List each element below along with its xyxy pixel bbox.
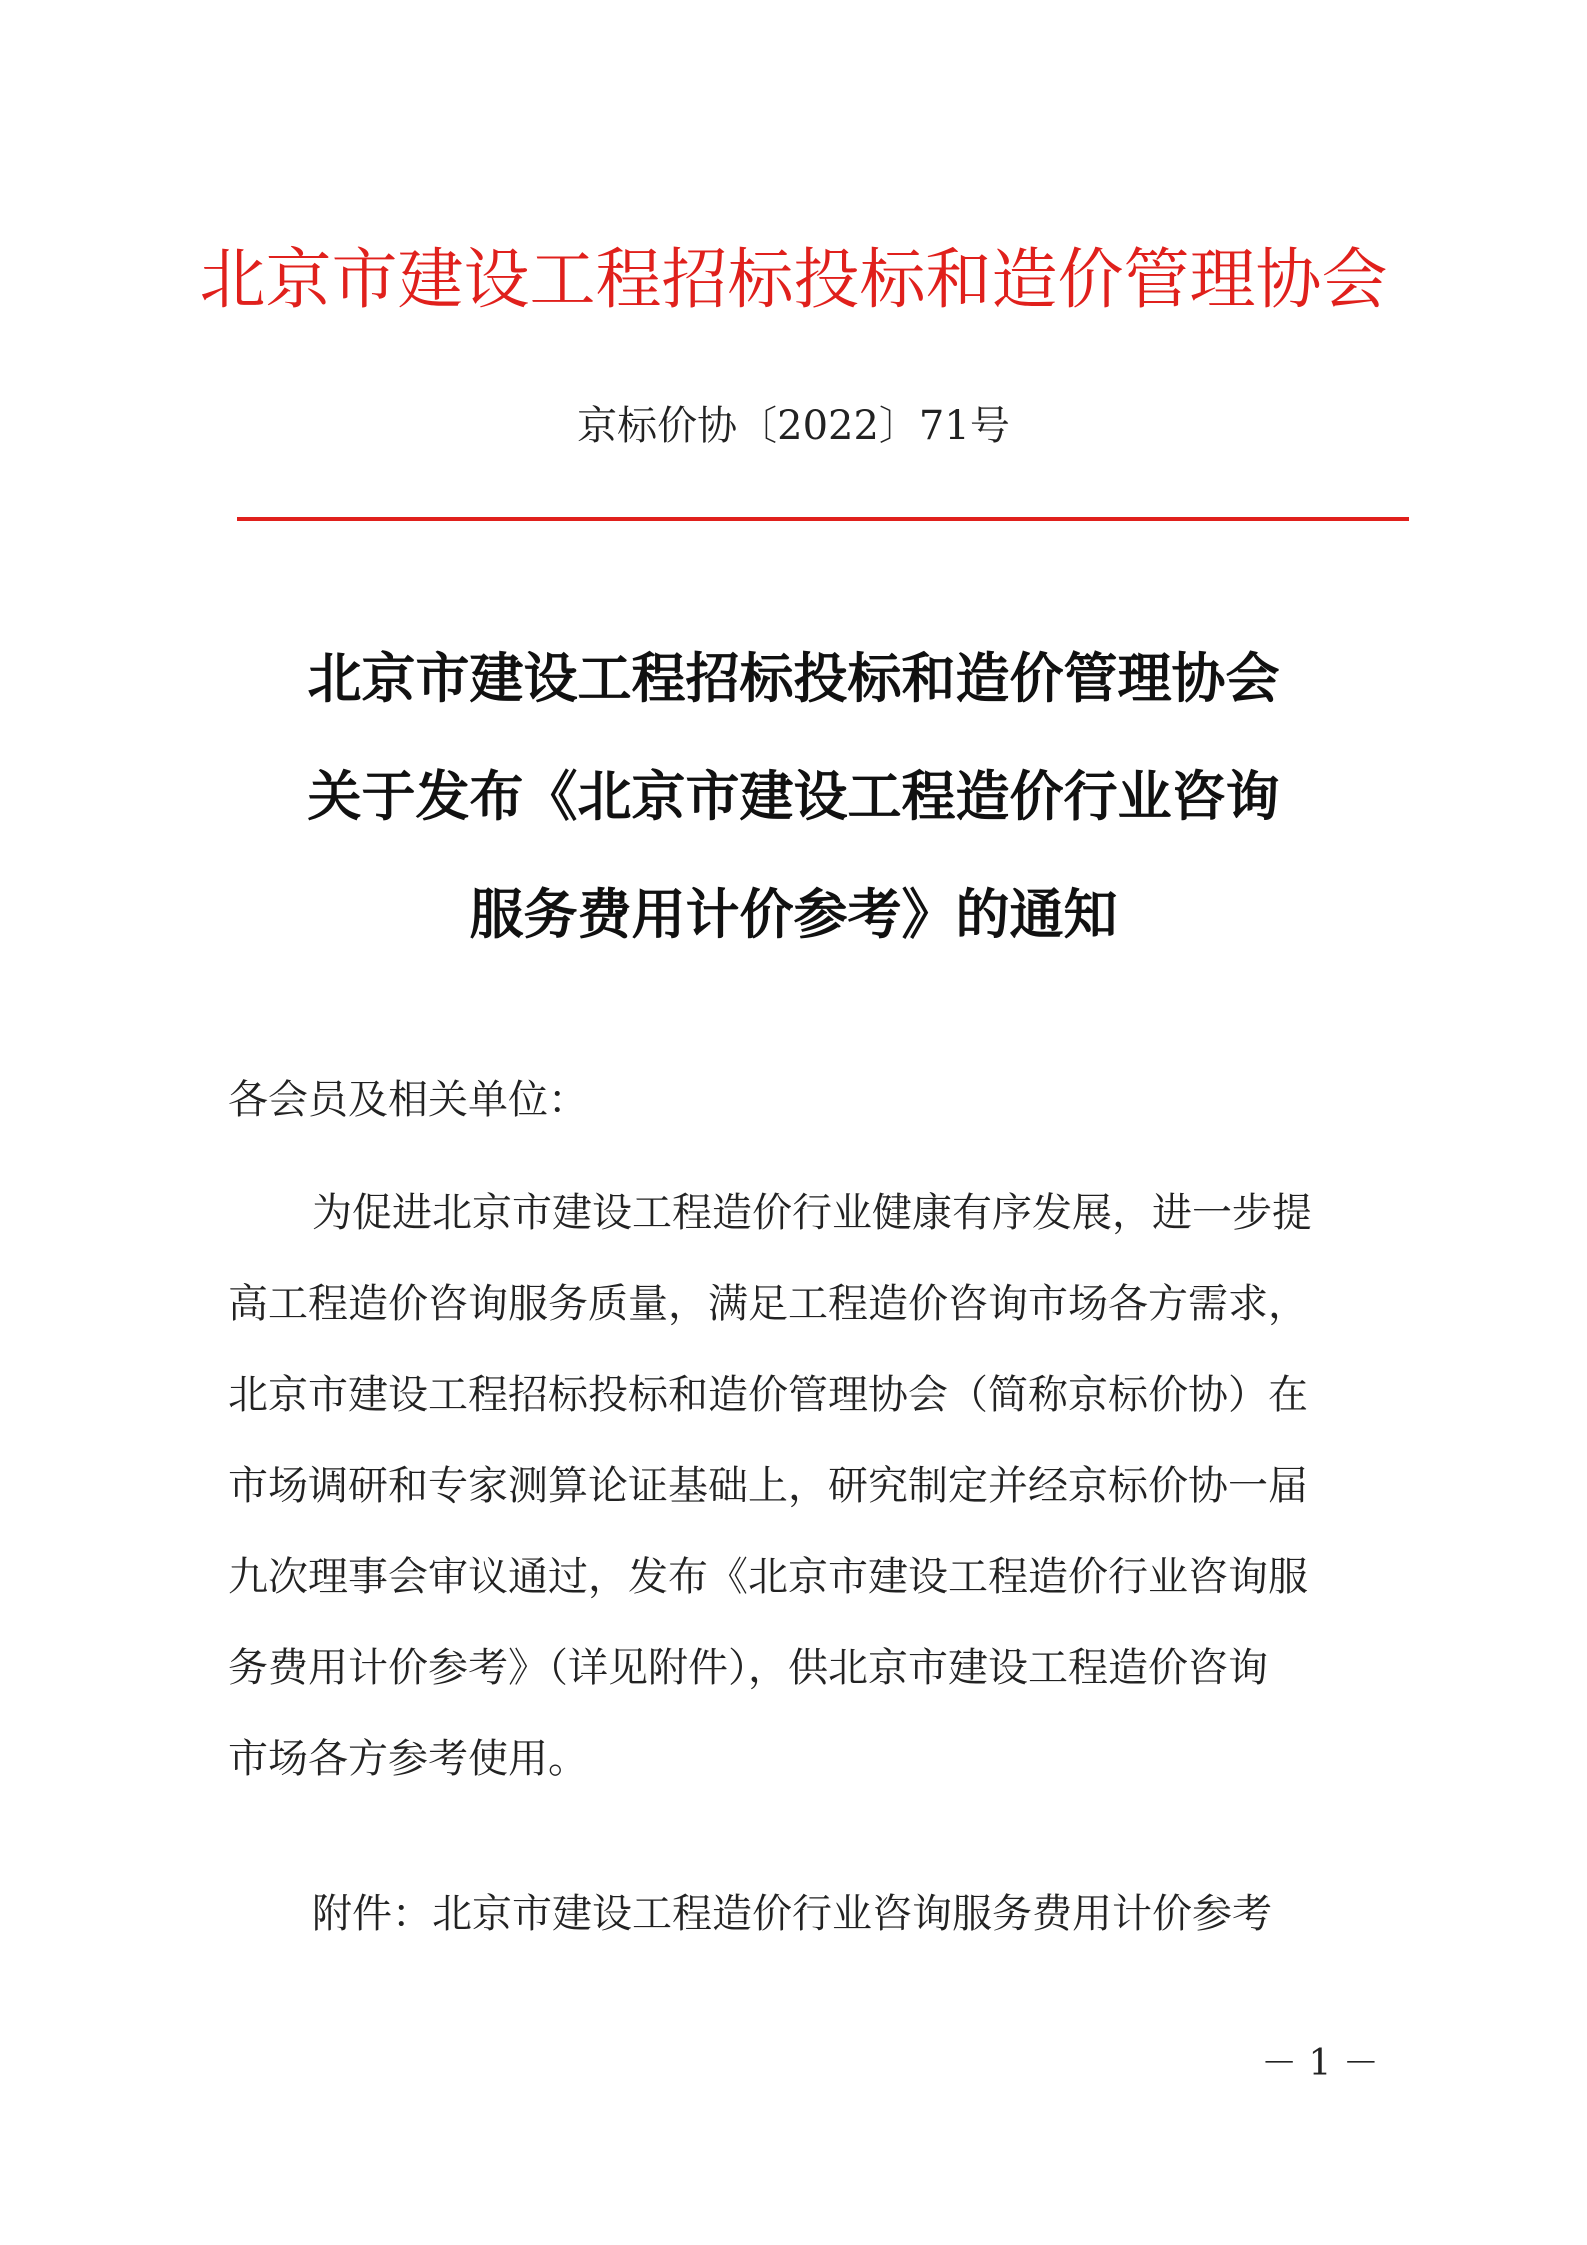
organization-header: 北京市建设工程招标投标和造价管理协会 [199, 241, 1388, 318]
body-line-4: 市场调研和专家测算论证基础上，研究制定并经京标价协一届 [228, 1463, 1308, 1509]
body-paragraph [228, 1168, 1368, 1805]
title-line-1: 北京市建设工程招标投标和造价管理协会 [307, 647, 1280, 710]
document-title [0, 620, 1587, 974]
document-number: 京标价协〔2022〕71号 [577, 403, 1010, 449]
page-number: － 1 － [1261, 2043, 1379, 2084]
title-line-2: 关于发布《北京市建设工程造价行业咨询 [307, 765, 1280, 828]
salutation: 各会员及相关单位： [228, 1077, 588, 1123]
body-line-3: 北京市建设工程招标投标和造价管理协会（简称京标价协）在 [228, 1372, 1308, 1418]
attachment-note: 附件：北京市建设工程造价行业咨询服务费用计价参考 [312, 1891, 1272, 1937]
body-line-1: 为促进北京市建设工程造价行业健康有序发展，进一步提 [312, 1190, 1312, 1236]
body-line-2: 高工程造价咨询服务质量，满足工程造价咨询市场各方需求， [228, 1281, 1308, 1327]
body-line-5: 九次理事会审议通过，发布《北京市建设工程造价行业咨询服 [228, 1554, 1308, 1600]
body-line-7: 市场各方参考使用。 [228, 1736, 588, 1782]
body-line-6: 务费用计价参考》（详见附件），供北京市建设工程造价咨询 [228, 1645, 1268, 1691]
header-divider-line [237, 517, 1409, 521]
title-line-3: 服务费用计价参考》的通知 [469, 883, 1118, 946]
